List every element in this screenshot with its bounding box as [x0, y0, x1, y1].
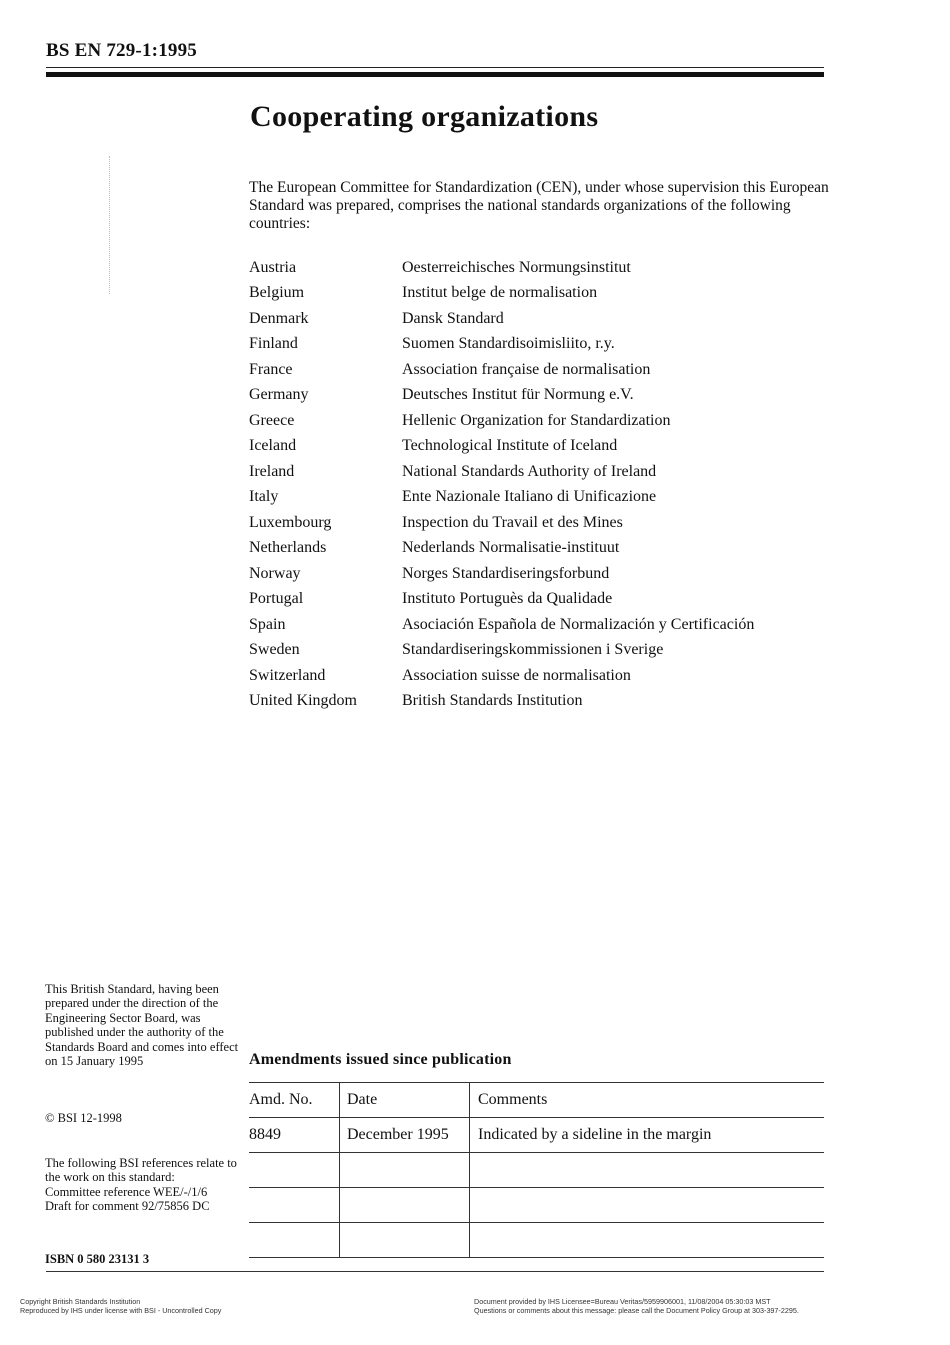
organization-name: National Standards Authority of Ireland — [402, 462, 657, 480]
organization-country: Norway — [249, 564, 301, 582]
organization-name: Association suisse de normalisation — [402, 666, 631, 684]
header-amd-no: Amd. No. — [249, 1083, 340, 1118]
amendment-comment: Indicated by a sideline in the margin — [470, 1118, 825, 1153]
organization-country: Portugal — [249, 590, 304, 608]
page-title: Cooperating organizations — [250, 100, 599, 133]
organization-country: Spain — [249, 615, 286, 633]
organization-row — [249, 332, 829, 358]
organization-country: Belgium — [249, 284, 305, 302]
bottom-rule — [46, 1271, 824, 1272]
amendment-date — [340, 1188, 470, 1223]
amendment-row — [249, 1223, 824, 1258]
organization-row — [249, 638, 829, 664]
amendment-comment — [470, 1188, 825, 1223]
organization-country: United Kingdom — [249, 692, 357, 710]
organization-row — [249, 663, 829, 689]
organization-row — [249, 383, 829, 409]
references-intro: The following BSI references relate to the work on this standard: — [45, 1156, 237, 1185]
organization-row — [249, 255, 829, 281]
header-rule-thin — [46, 67, 824, 68]
organization-country: Austria — [249, 258, 297, 276]
organization-row — [249, 357, 829, 383]
organization-name: Institut belge de normalisation — [402, 284, 598, 302]
organization-name: Norges Standardiseringsforbund — [402, 564, 610, 582]
amendment-row — [249, 1188, 824, 1223]
organization-country: Ireland — [249, 462, 295, 480]
organization-country: Greece — [249, 411, 295, 429]
organization-row — [249, 536, 829, 562]
amendment-comment — [470, 1223, 825, 1258]
committee-reference: Committee reference WEE/-/1/6 — [45, 1184, 208, 1199]
amendments-table — [249, 1082, 824, 1258]
footer-left — [20, 1297, 420, 1315]
amendment-number — [249, 1153, 340, 1188]
amendment-date — [340, 1223, 470, 1258]
organization-country: Netherlands — [249, 539, 327, 557]
draft-reference: Draft for comment 92/75856 DC — [45, 1199, 210, 1214]
organization-row — [249, 612, 829, 638]
organization-country: Luxembourg — [249, 513, 332, 531]
organization-row — [249, 510, 829, 536]
organization-country: France — [249, 360, 293, 378]
amendments-title: Amendments issued since publication — [249, 1051, 512, 1068]
organization-name: Dansk Standard — [402, 309, 504, 327]
organization-country: Finland — [249, 335, 298, 353]
organization-row — [249, 281, 829, 307]
amendment-date — [340, 1153, 470, 1188]
organization-name: Nederlands Normalisatie-instituut — [402, 539, 620, 557]
organization-row — [249, 434, 829, 460]
copyright-notice: © BSI 12-1998 — [45, 1111, 122, 1125]
organization-row — [249, 689, 829, 715]
header-comments: Comments — [470, 1083, 825, 1118]
footer-copyright: Copyright British Standards Institution — [20, 1297, 141, 1306]
organization-name: Instituto Portuguès da Qualidade — [402, 590, 613, 608]
organization-country: Germany — [249, 386, 309, 404]
organization-row — [249, 485, 829, 511]
organization-name: Asociación Española de Normalización y Certificación — [402, 615, 755, 633]
intro-paragraph: The European Committee for Standardization (CEN), under whose supervision this European Standard was prepared, comprises the national standards organizations of the following countries: — [249, 179, 829, 232]
organization-row — [249, 306, 829, 332]
amendments-body — [249, 1118, 824, 1258]
footer-license: Reproduced by IHS under license with BSI - Uncontrolled Copy — [20, 1306, 222, 1315]
organization-country: Iceland — [249, 437, 297, 455]
amendment-number — [249, 1223, 340, 1258]
organization-country: Sweden — [249, 641, 300, 659]
footer-document-info: Document provided by IHS Licensee=Bureau Veritas/5959906001, 11/08/2004 05:30:03 MST Questions or comments about this message: please call the Document Policy Group at 303-397-2295. — [474, 1297, 799, 1315]
amendment-date: December 1995 — [340, 1118, 470, 1153]
amendment-number: 8849 — [249, 1118, 340, 1153]
organization-name: Hellenic Organization for Standardization — [402, 411, 671, 429]
organization-name: Oesterreichisches Normungsinstitut — [402, 258, 631, 276]
organization-country: Switzerland — [249, 666, 326, 684]
bsi-references — [45, 1156, 245, 1214]
margin-sideline — [109, 156, 111, 294]
organization-row — [249, 408, 829, 434]
publication-note: This British Standard, having been prepared under the direction of the Engineering Sector Board, was published under the authority of the Standards Board and comes into effect on 15 January 1995 — [45, 982, 239, 1069]
amendment-row — [249, 1118, 824, 1153]
header-date: Date — [340, 1083, 470, 1118]
organization-country: Italy — [249, 488, 279, 506]
isbn: ISBN 0 580 23131 3 — [45, 1252, 150, 1266]
organization-name: Standardiseringskommissionen i Sverige — [402, 641, 664, 659]
amendment-number — [249, 1188, 340, 1223]
organization-row — [249, 587, 829, 613]
header-rule-thick — [46, 72, 824, 77]
organization-name: Association française de normalisation — [402, 360, 651, 378]
amendment-comment — [470, 1153, 825, 1188]
organization-name: Deutsches Institut für Normung e.V. — [402, 386, 634, 404]
amendment-row — [249, 1153, 824, 1188]
organization-row — [249, 459, 829, 485]
organization-name: British Standards Institution — [402, 692, 583, 710]
organization-name: Suomen Standardisoimisliito, r.y. — [402, 335, 615, 353]
organization-country: Denmark — [249, 309, 309, 327]
organization-name: Technological Institute of Iceland — [402, 437, 618, 455]
organization-list — [249, 255, 829, 714]
organization-name: Inspection du Travail et des Mines — [402, 513, 623, 531]
organization-name: Ente Nazionale Italiano di Unificazione — [402, 488, 657, 506]
standard-id: BS EN 729-1:1995 — [46, 40, 197, 61]
amendments-header-row — [249, 1083, 824, 1118]
organization-row — [249, 561, 829, 587]
